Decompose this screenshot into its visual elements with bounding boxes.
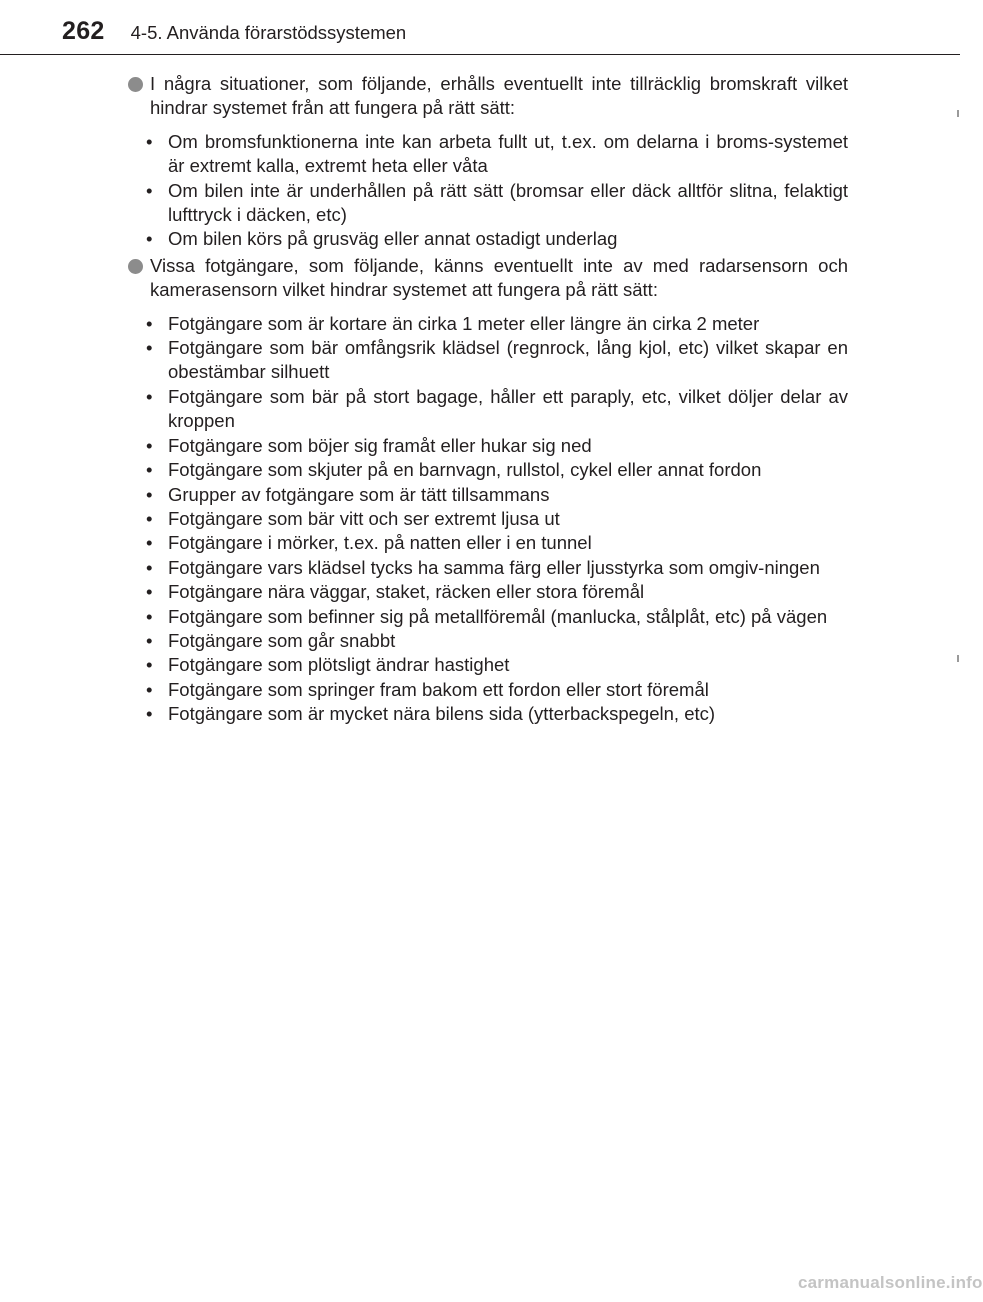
list-item: • Fotgängare som befinner sig på metallföremål (manlucka, stålplåt, etc) på vägen [168, 605, 848, 629]
list-item: • Fotgängare som plötsligt ändrar hastighet [168, 653, 848, 677]
circle-bullet-icon [128, 77, 143, 92]
list-item: • Om bilen körs på grusväg eller annat ostadigt underlag [168, 227, 848, 251]
margin-tick-mark [957, 655, 959, 662]
list-item: • Fotgängare i mörker, t.ex. på natten eller i en tunnel [168, 531, 848, 555]
list-item: • Grupper av fotgängare som är tätt tillsammans [168, 483, 848, 507]
list-item: • Fotgängare som bär omfångsrik klädsel (regnrock, lång kjol, etc) vilket skapar en obestämbar silhuett [168, 336, 848, 385]
list-item: • Fotgängare som böjer sig framåt eller hukar sig ned [168, 434, 848, 458]
list-item: • Fotgängare som bär på stort bagage, håller ett paraply, etc, vilket döljer delar av kroppen [168, 385, 848, 434]
header-divider [0, 54, 960, 55]
bullet-list-braking [128, 130, 848, 252]
bullet-list-pedestrians [128, 312, 848, 727]
list-item: • Fotgängare som går snabbt [168, 629, 848, 653]
list-item: • Fotgängare nära väggar, staket, räcken eller stora föremål [168, 580, 848, 604]
page-header [62, 14, 406, 44]
list-item: • Fotgängare som bär vitt och ser extremt ljusa ut [168, 507, 848, 531]
paragraph-text: I några situationer, som följande, erhålls eventuellt inte tillräcklig bromskraft vilket hindrar systemet från att fungera på rätt sätt: [150, 73, 848, 119]
list-item: • Om bromsfunktionerna inte kan arbeta fullt ut, t.ex. om delarna i broms-systemet är extremt kalla, extremt heta eller våta [168, 130, 848, 179]
circle-bullet-icon [128, 259, 143, 274]
paragraph-text: Vissa fotgängare, som följande, känns eventuellt inte av med radarsensorn och kamerasensorn vilket hindrar systemet att fungera på rätt sätt: [150, 254, 848, 301]
list-item: • Fotgängare som är mycket nära bilens sida (ytterbackspegeln, etc) [168, 702, 848, 726]
section-title: 4-5. Använda förarstödssystemen [130, 22, 407, 43]
list-item: • Fotgängare vars klädsel tycks ha samma färg eller ljusstyrka som omgiv-ningen [168, 556, 848, 580]
list-item: • Om bilen inte är underhållen på rätt sätt (bromsar eller däck alltför slitna, felaktigt lufttryck i däcken, etc) [168, 179, 848, 228]
page-number: 262 [62, 17, 105, 45]
list-item: • Fotgängare som är kortare än cirka 1 meter eller längre än cirka 2 meter [168, 312, 848, 336]
list-item: • Fotgängare som springer fram bakom ett fordon eller stort föremål [168, 678, 848, 702]
watermark-link[interactable]: carmanualsonline.info [798, 1273, 983, 1292]
page-content [128, 72, 848, 729]
margin-tick-mark [957, 110, 959, 117]
list-item: • Fotgängare som skjuter på en barnvagn, rullstol, cykel eller annat fordon [168, 458, 848, 482]
paragraph-pedestrians [128, 254, 848, 303]
paragraph-braking-force [128, 72, 848, 121]
